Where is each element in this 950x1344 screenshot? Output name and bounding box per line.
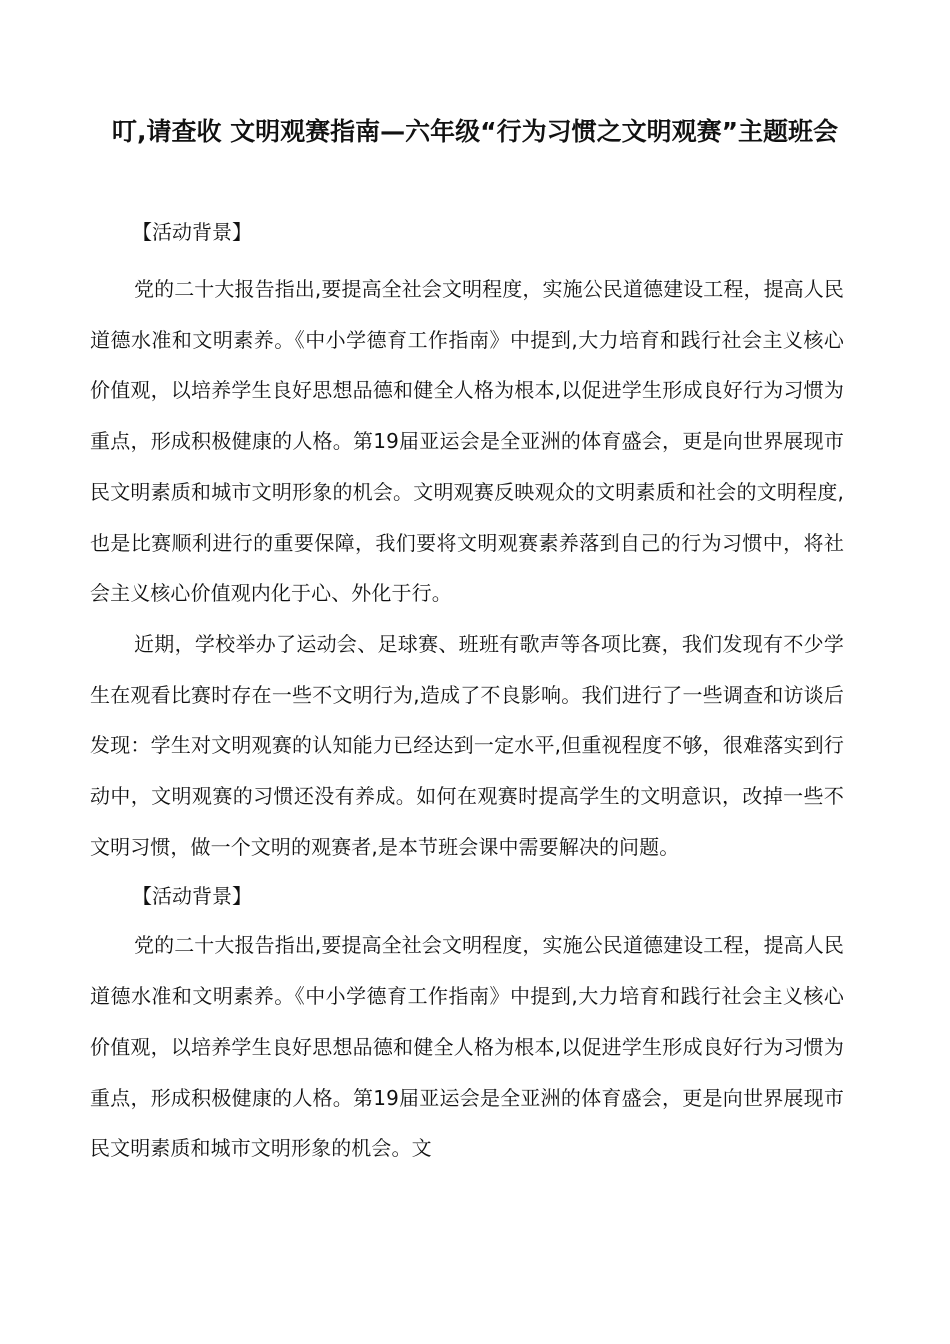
body-paragraph: 党的二十大报告指出,要提高全社会文明程度，实施公民道德建设工程，提高人民道德水准和文明素养。《中小学德育工作指南》中提到,大力培育和践行社会主义核心价值观，以培养学生良好思想品德和健全人格为根本,以促进学生形成良好行为习惯为重点，形成积极健康的人格。第19届亚运会是全亚洲的体育盛会，更是向世界展现市民文明素质和城市文明形象的机会。文明观赛反映观众的文明素质和社会的文明程度,也是比赛顺利进行的重要保障，我们要将文明观赛素养落到自己的行为习惯中，将社会主义核心价值观内化于心、外化于行。 xyxy=(90,277,844,606)
section-heading: 【活动背景】 xyxy=(132,884,252,909)
section-heading: 【活动背景】 xyxy=(132,220,252,244)
body-paragraph: 党的二十大报告指出,要提高全社会文明程度，实施公民道德建设工程，提高人民道德水准和文明素养。《中小学德育工作指南》中提到,大力培育和践行社会主义核心价值观，以培养学生良好思想品德和健全人格为根本,以促进学生形成良好行为习惯为重点，形成积极健康的人格。第19届亚运会是全亚洲的体育盛会，更是向世界展现市民文明素质和城市文明形象的机会。文 xyxy=(90,933,844,1161)
document-title: 叮,请查收 文明观赛指南—六年级“行为习惯之文明观赛”主题班会 xyxy=(111,117,839,146)
document-body xyxy=(90,208,844,1174)
body-paragraph: 近期，学校举办了运动会、足球赛、班班有歌声等各项比赛，我们发现有不少学生在观看比赛时存在一些不文明行为,造成了不良影响。我们进行了一些调查和访谈后发现：学生对文明观赛的认知能力已经达到一定水平,但重视程度不够，很难落实到行动中，文明观赛的习惯还没有养成。如何在观赛时提高学生的文明意识，改掉一些不文明习惯，做一个文明的观赛者,是本节班会课中需要解决的问题。 xyxy=(90,631,844,859)
